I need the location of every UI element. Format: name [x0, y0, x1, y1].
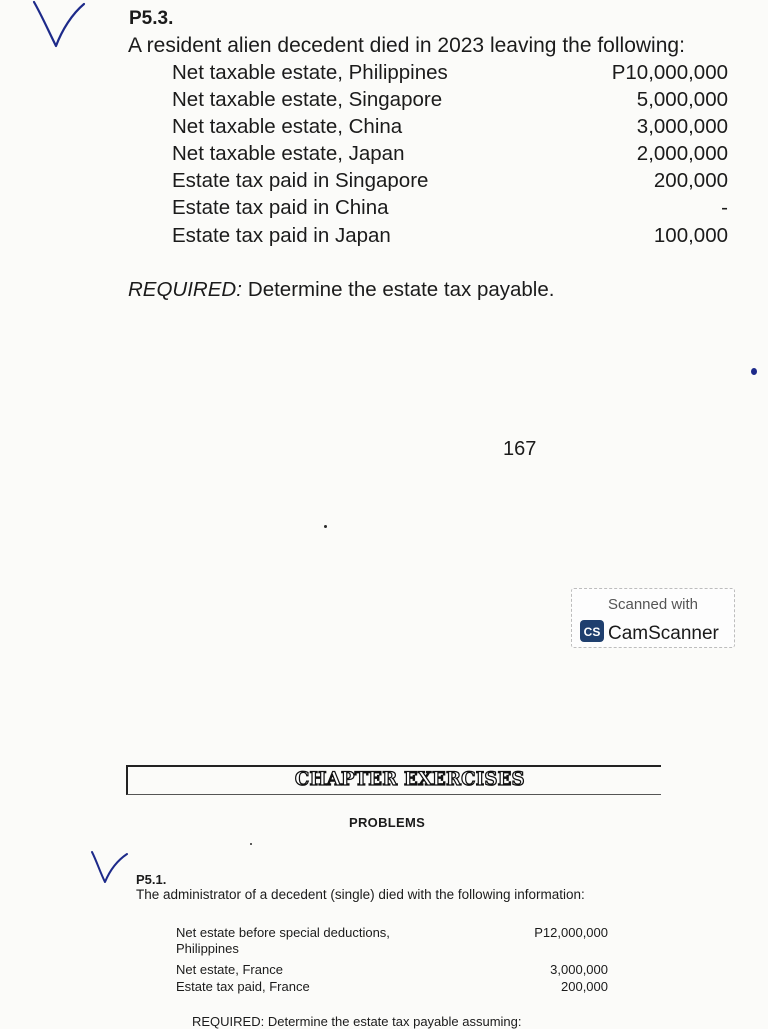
problem-number: P5.1. [136, 872, 167, 887]
camscanner-logo-icon [580, 620, 604, 647]
watermark-line: Scanned with [607, 596, 699, 613]
row-label: Estate tax paid, France [176, 979, 310, 994]
problem-intro: A resident alien decedent died in 2023 leaving the following: [128, 34, 685, 57]
estate-row [176, 962, 608, 978]
estate-row [176, 925, 608, 957]
tax-paid-row [176, 979, 608, 995]
row-label: Net taxable estate, Philippines [172, 61, 448, 84]
row-amount: 3,000,000 [550, 962, 608, 977]
row-amount: P10,000,000 [611, 61, 728, 84]
row-amount: - [721, 196, 728, 219]
required-statement [128, 278, 554, 302]
dust-speck [250, 843, 252, 845]
row-amount: 200,000 [561, 979, 608, 994]
required-text: Determine the estate tax payable. [247, 278, 555, 301]
chapter-header-box [126, 765, 661, 795]
problem-intro: The administrator of a decedent (single) died with the following information: [136, 887, 585, 902]
svg-text:CS: CS [583, 625, 601, 639]
row-label: Net estate before special deductions, Philippines [176, 925, 390, 956]
problem-number: P5.3. [129, 8, 174, 29]
estate-row [172, 142, 728, 169]
row-label: Net estate, France [176, 962, 283, 977]
row-amount: 3,000,000 [636, 115, 728, 138]
required-statement-partial: REQUIRED: Determine the estate tax payable assuming: [192, 1014, 522, 1029]
dust-speck [324, 525, 327, 528]
check-mark-icon [28, 0, 88, 52]
row-label: Net taxable estate, Japan [172, 142, 405, 165]
row-label: Net taxable estate, Singapore [172, 88, 443, 111]
estate-row [172, 115, 728, 142]
chapter-title: CHAPTER EXERCISES [294, 768, 525, 790]
row-label: Net taxable estate, China [172, 115, 403, 138]
required-label: REQUIRED: [128, 278, 242, 301]
problems-heading: PROBLEMS [349, 815, 426, 830]
tax-paid-row [172, 224, 728, 251]
tax-paid-row [172, 169, 728, 196]
ink-speck [751, 368, 757, 375]
row-label: Estate tax paid in Japan [172, 224, 391, 247]
watermark-logo-row [580, 620, 719, 647]
estate-row [172, 88, 728, 115]
camscanner-brand: CamScanner [608, 622, 719, 644]
tax-paid-row [172, 196, 728, 223]
camscanner-watermark [571, 588, 735, 648]
row-amount: P12,000,000 [534, 925, 608, 940]
estate-row [172, 61, 728, 88]
row-amount: 100,000 [653, 224, 728, 247]
row-amount: 5,000,000 [636, 88, 728, 111]
page-number: 167 [503, 438, 537, 460]
row-label: Estate tax paid in China [172, 196, 389, 219]
check-mark-icon [88, 848, 130, 888]
row-amount: 2,000,000 [636, 142, 728, 165]
row-amount: 200,000 [653, 169, 728, 192]
row-label: Estate tax paid in Singapore [172, 169, 429, 192]
